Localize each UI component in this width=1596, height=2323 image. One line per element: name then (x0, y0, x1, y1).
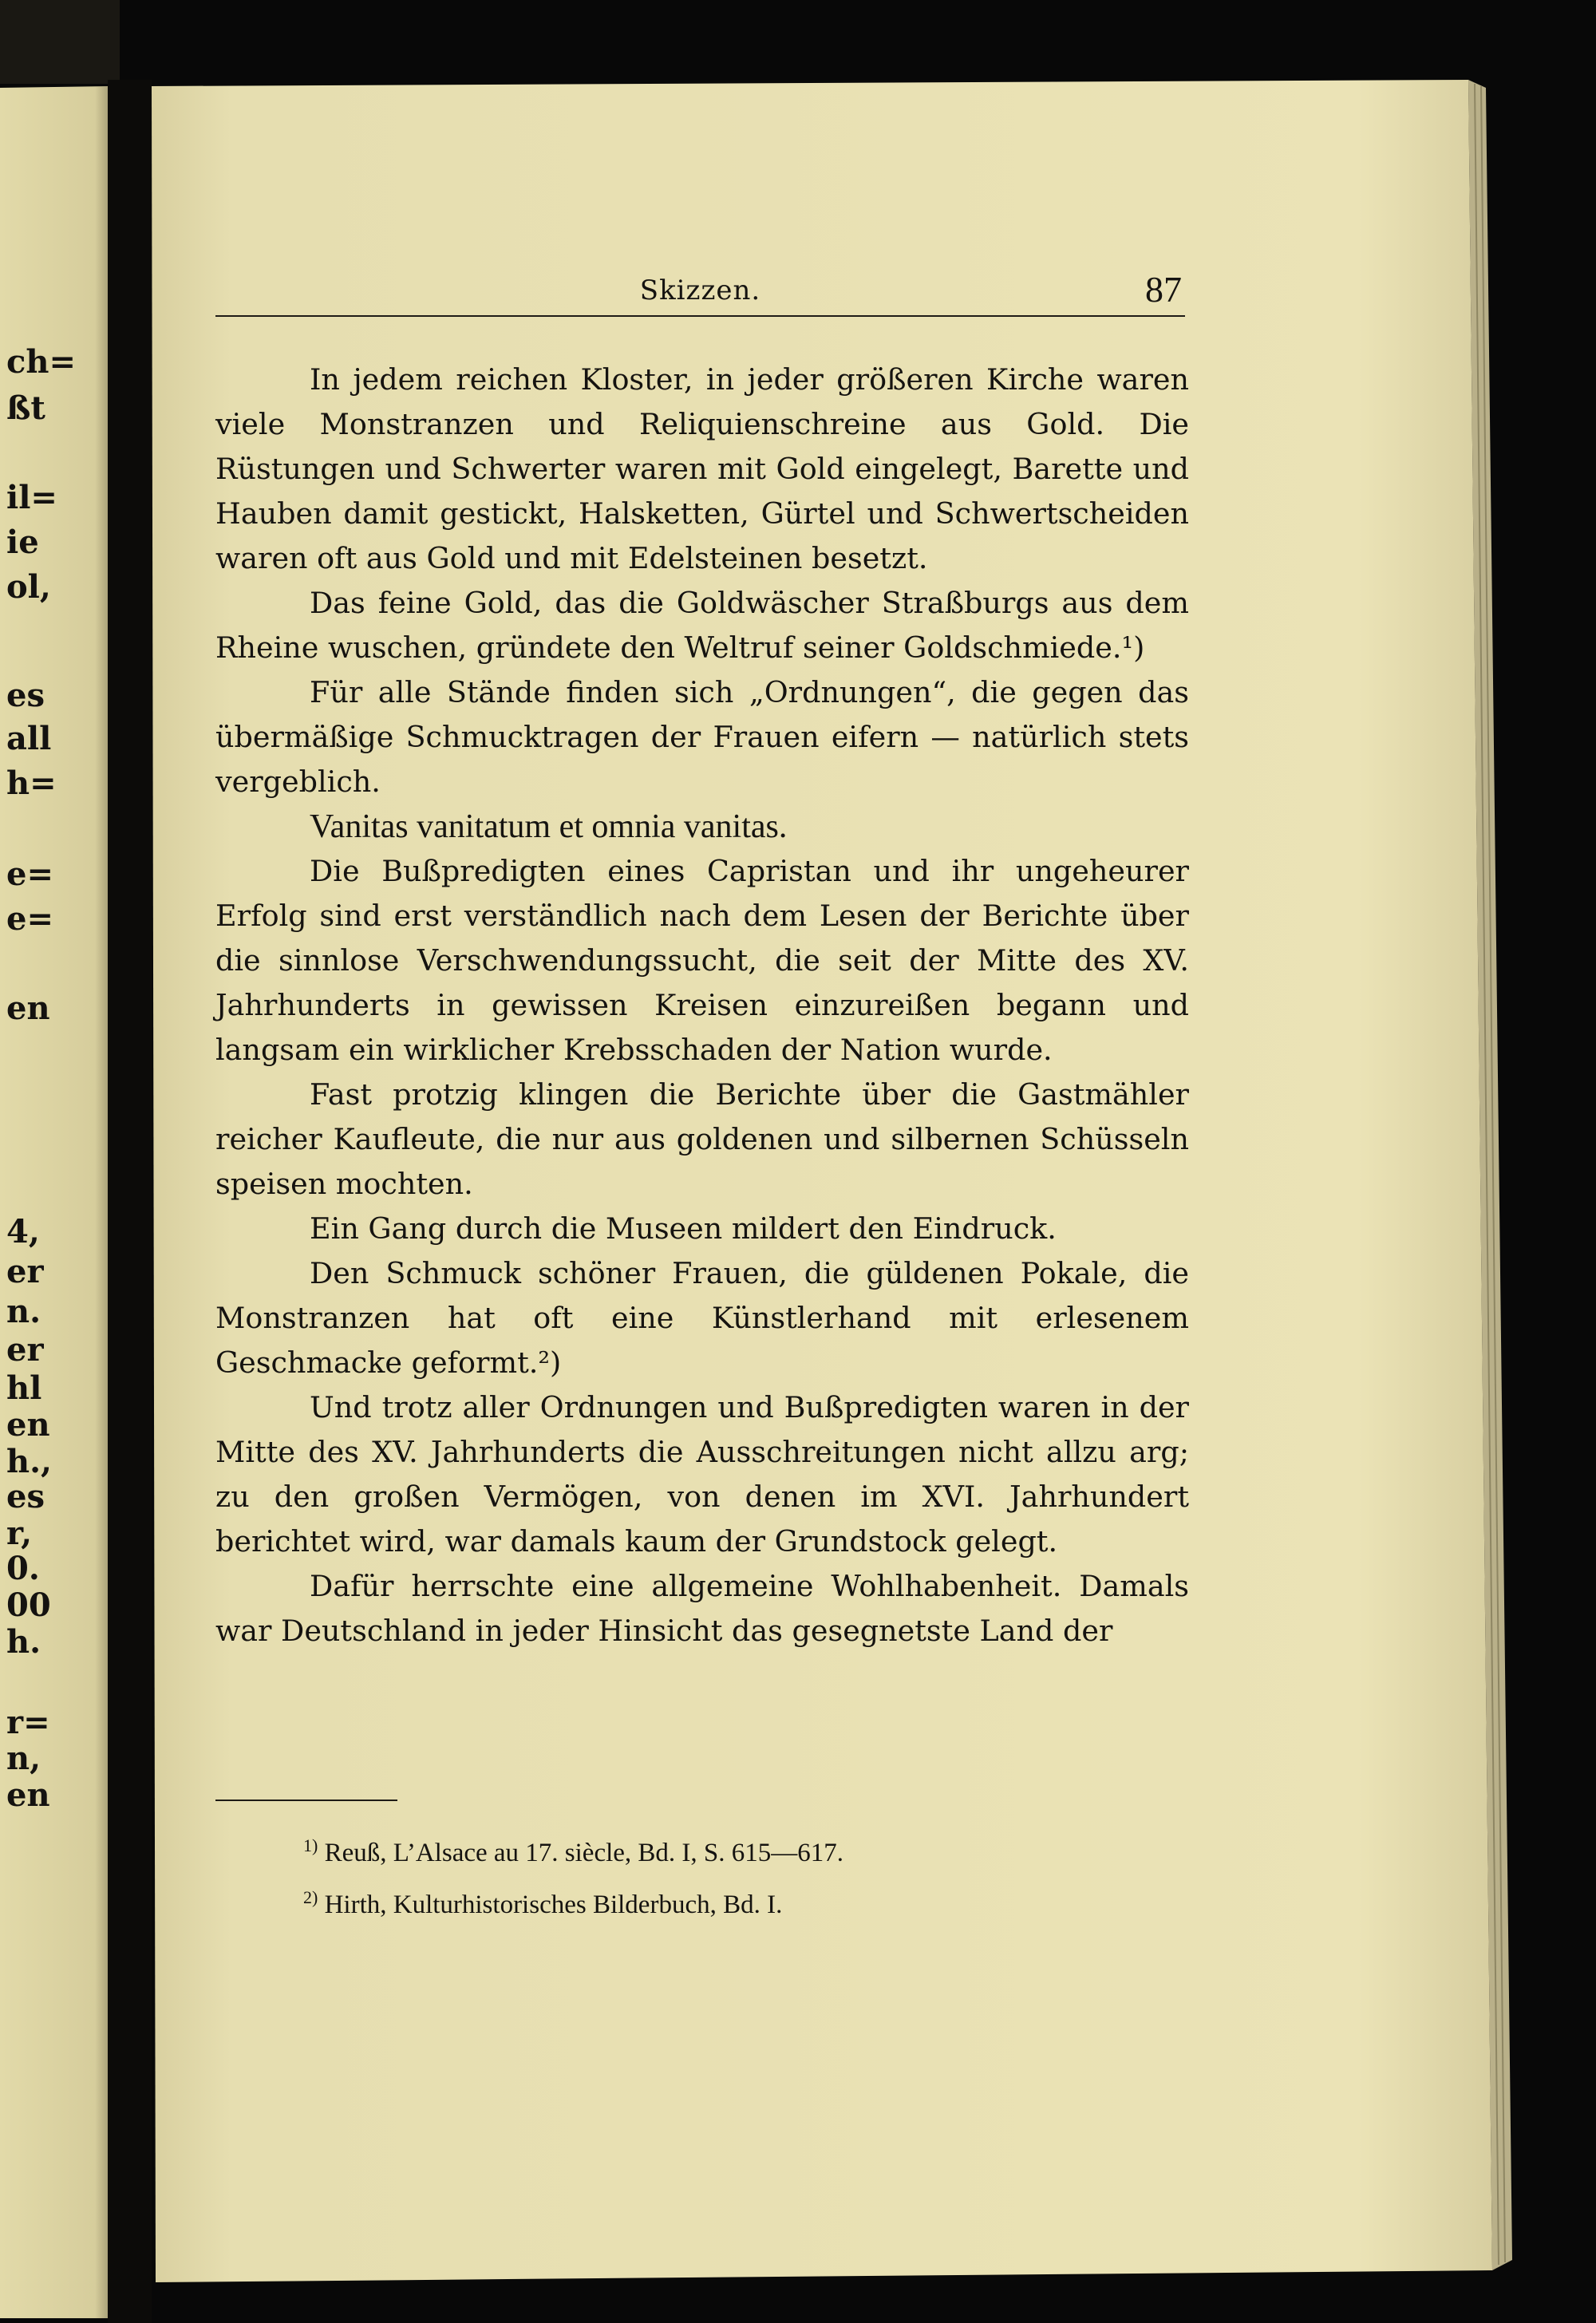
left-page-text-fragments (0, 0, 112, 2323)
left-page-fragment: h. (6, 1623, 41, 1661)
left-page-fragment: r, (6, 1515, 33, 1552)
left-page-fragment: all (6, 720, 52, 757)
running-head: Skizzen. (639, 275, 761, 306)
page-header (215, 263, 1185, 317)
left-page-fragment: es (6, 1478, 45, 1515)
left-page-fragment: n, (6, 1740, 41, 1777)
paragraph: Dafür herrschte eine allgemeine Wohlhabenheit. Damals war Deutschland in jeder Hinsicht das gesegnetste Land der (215, 1569, 1189, 1648)
paragraph: Ein Gang durch die Museen mildert den Eindruck. (310, 1211, 1057, 1246)
left-page-fragment: ol, (6, 568, 51, 606)
paragraph: Und trotz aller Ordnungen und Bußpredigten waren in der Mitte des XV. Jahrhunderts die Ausschreitungen nicht allzu arg; zu den großen Vermögen, von denen im XVI. Jahrhundert berichtet wird, war damals kaum der Grundstock gelegt. (215, 1390, 1189, 1559)
footnote-text: Hirth, Kulturhistorisches Bilderbuch, Bd. I. (324, 1890, 783, 1919)
paragraph: In jedem reichen Kloster, in jeder größeren Kirche waren viele Monstranzen und Reliquienschreine aus Gold. Die Rüstungen und Schwerter waren mit Gold eingelegt, Barette und Hauben damit gestickt, Halsketten, Gürtel und Schwertscheiden waren oft aus Gold und mit Edelsteinen besetzt. (215, 362, 1189, 575)
left-page-fragment: en (6, 1406, 50, 1444)
gutter (108, 80, 152, 2323)
left-page-fragment: 00 (6, 1586, 51, 1624)
left-page-fragment: er (6, 1331, 44, 1369)
left-page-fragment: h= (6, 764, 57, 802)
footnote-mark: 1) (303, 1835, 318, 1855)
left-page-fragment: e= (6, 900, 53, 938)
left-page-fragment: il= (6, 479, 57, 516)
paragraph: Die Bußpredigten eines Capristan und ihr ungeheurer Erfolg sind erst verständlich nach dem Lesen der Berichte über die sinnlose Verschwendungssucht, die seit der Mitte des XV. Jahrhunderts in gewissen Kreisen einzureißen begann und langsam ein wirklicher Krebsschaden der Nation wurde. (215, 854, 1189, 1067)
paragraph: Den Schmuck schöner Frauen, die güldenen Pokale, die Monstranzen hat oft eine Künstlerhand mit erlesenem Geschmacke geformt.²) (215, 1256, 1189, 1380)
page-number: 87 (1145, 269, 1182, 310)
left-page-fragment: ie (6, 523, 39, 561)
left-page-fragment: en (6, 1776, 50, 1814)
footnotes (303, 1823, 1101, 1927)
right-page-content (215, 263, 1189, 2019)
left-page-fragment: er (6, 1253, 44, 1290)
left-page-fragment: en (6, 990, 50, 1027)
left-page-fragment: n. (6, 1293, 41, 1330)
left-page-fragment: e= (6, 855, 53, 893)
footnote-rule (215, 1800, 397, 1801)
footnote (303, 1875, 1101, 1927)
left-page-fragment: hl (6, 1369, 42, 1407)
left-page-fragment: 4, (6, 1213, 40, 1250)
left-page-fragment: h., (6, 1443, 52, 1480)
left-page-fragment: 0. (6, 1550, 40, 1587)
footnote-mark: 2) (303, 1887, 318, 1907)
left-page-fragment: ßt (6, 389, 45, 427)
latin-quote: Vanitas vanitatum et omnia vanitas. (310, 808, 788, 845)
footnote-text: Reuß, L’Alsace au 17. siècle, Bd. I, S. 615—617. (324, 1839, 844, 1867)
body-text (215, 358, 1189, 1653)
paragraph: Fast protzig klingen die Berichte über die Gastmähler reicher Kaufleute, die nur aus goldenen und silbernen Schüsseln speisen mochten. (215, 1077, 1189, 1201)
footnote (303, 1823, 1101, 1875)
left-page-fragment: r= (6, 1704, 50, 1741)
left-page-fragment: ch= (6, 343, 76, 381)
paragraph: Das feine Gold, das die Goldwäscher Straßburgs aus dem Rheine wuschen, gründete den Weltruf seiner Goldschmiede.¹) (215, 586, 1189, 665)
left-page-fragment: es (6, 677, 45, 714)
paragraph: Für alle Stände finden sich „Ordnungen“, die gegen das übermäßige Schmucktragen der Frauen eifern — natürlich stets vergeblich. (215, 675, 1189, 799)
